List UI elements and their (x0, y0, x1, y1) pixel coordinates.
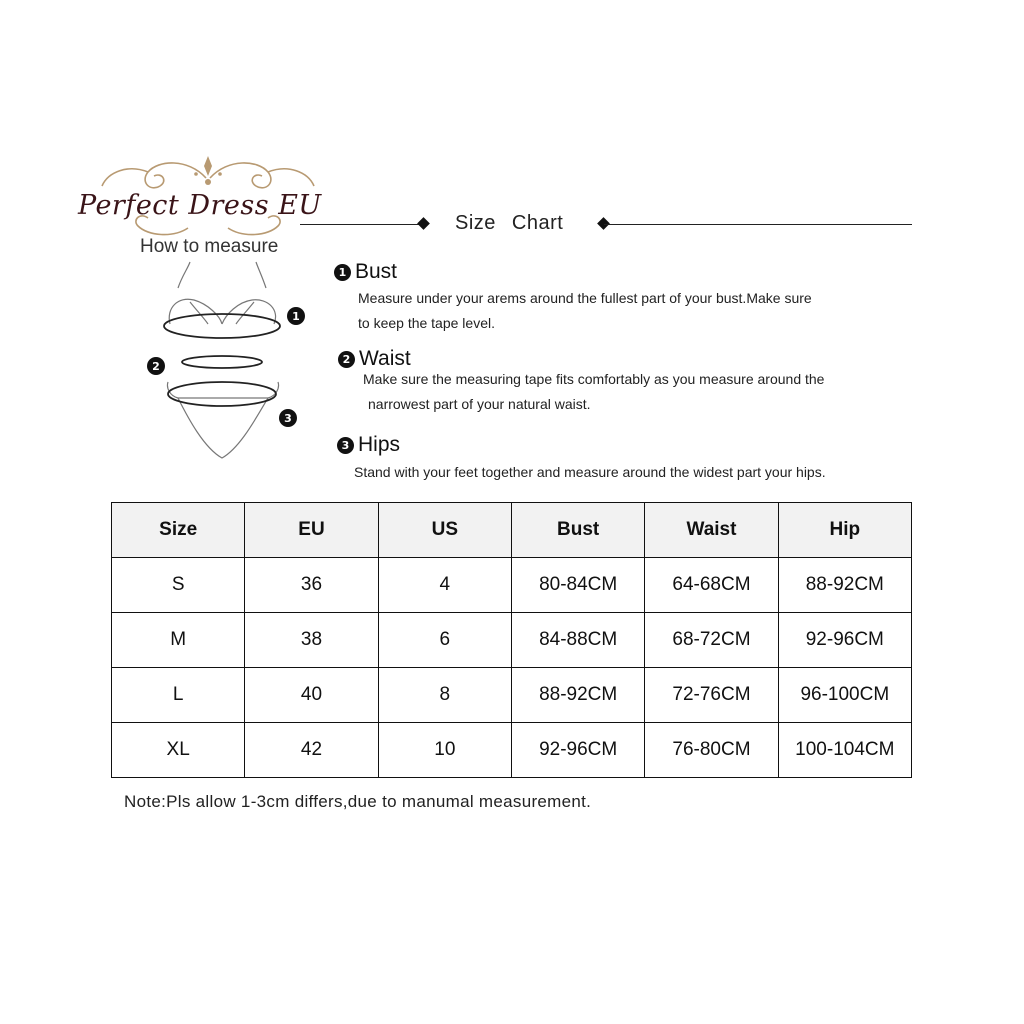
table-cell: 84-88CM (511, 613, 644, 668)
measurement-note: Note:Pls allow 1-3cm differs,due to manumal measurement. (124, 792, 592, 811)
figure-marker: 1 (292, 310, 300, 323)
table-cell: 88-92CM (778, 558, 911, 613)
table-row (112, 613, 912, 668)
table-cell: 8 (378, 668, 511, 723)
table-cell: 76-80CM (645, 723, 778, 778)
table-cell: 40 (245, 668, 378, 723)
table-cell: L (112, 668, 245, 723)
bikini-measurement-figure (138, 258, 308, 470)
title-word-size: Size (455, 212, 496, 234)
table-cell: 88-92CM (511, 668, 644, 723)
bust-title: Bust (355, 260, 398, 283)
table-cell: 38 (245, 613, 378, 668)
header-waist: Waist (645, 503, 778, 558)
table-cell: 64-68CM (645, 558, 778, 613)
table-cell: 96-100CM (778, 668, 911, 723)
number-one-icon: 1 (334, 264, 351, 281)
bust-heading (334, 260, 397, 284)
table-cell: XL (112, 723, 245, 778)
page-title (455, 212, 563, 235)
bust-description: Measure under your arems around the fullest part of your bust.Make sure to keep the tape level. (358, 290, 812, 331)
hips-heading (337, 433, 400, 457)
size-table (111, 502, 912, 778)
title-word-chart: Chart (511, 212, 564, 234)
table-cell: 6 (378, 613, 511, 668)
table-cell: 92-96CM (511, 723, 644, 778)
number-two-icon: 2 (338, 351, 355, 368)
table-header-row (112, 503, 912, 558)
hips-description: Stand with your feet together and measure around the widest part your hips. (354, 464, 826, 480)
table-cell: S (112, 558, 245, 613)
table-cell: 80-84CM (511, 558, 644, 613)
figure-marker: 2 (152, 360, 160, 373)
table-row (112, 668, 912, 723)
waist-description: Make sure the measuring tape fits comfortably as you measure around the narrowest part of your natural waist. (363, 371, 825, 412)
table-cell: 10 (378, 723, 511, 778)
table-row (112, 558, 912, 613)
header-us: US (378, 503, 511, 558)
table-cell: 92-96CM (778, 613, 911, 668)
hips-title: Hips (358, 433, 401, 456)
table-cell: 68-72CM (645, 613, 778, 668)
table-cell: 4 (378, 558, 511, 613)
figure-marker: 3 (284, 412, 292, 425)
header-hip: Hip (778, 503, 911, 558)
header-bust: Bust (511, 503, 644, 558)
table-cell: 42 (245, 723, 378, 778)
table-cell: M (112, 613, 245, 668)
header-eu: EU (245, 503, 378, 558)
header-line-right (604, 224, 912, 225)
table-row (112, 723, 912, 778)
table-cell: 100-104CM (778, 723, 911, 778)
waist-title: Waist (359, 347, 411, 370)
number-three-icon: 3 (337, 437, 354, 454)
header-line-left (300, 224, 424, 225)
header-size: Size (112, 503, 245, 558)
brand-logo: Perfect Dress EU (78, 190, 322, 221)
diamond-icon (417, 217, 430, 230)
how-to-measure-label: How to measure (140, 236, 279, 257)
table-cell: 72-76CM (645, 668, 778, 723)
table-cell: 36 (245, 558, 378, 613)
